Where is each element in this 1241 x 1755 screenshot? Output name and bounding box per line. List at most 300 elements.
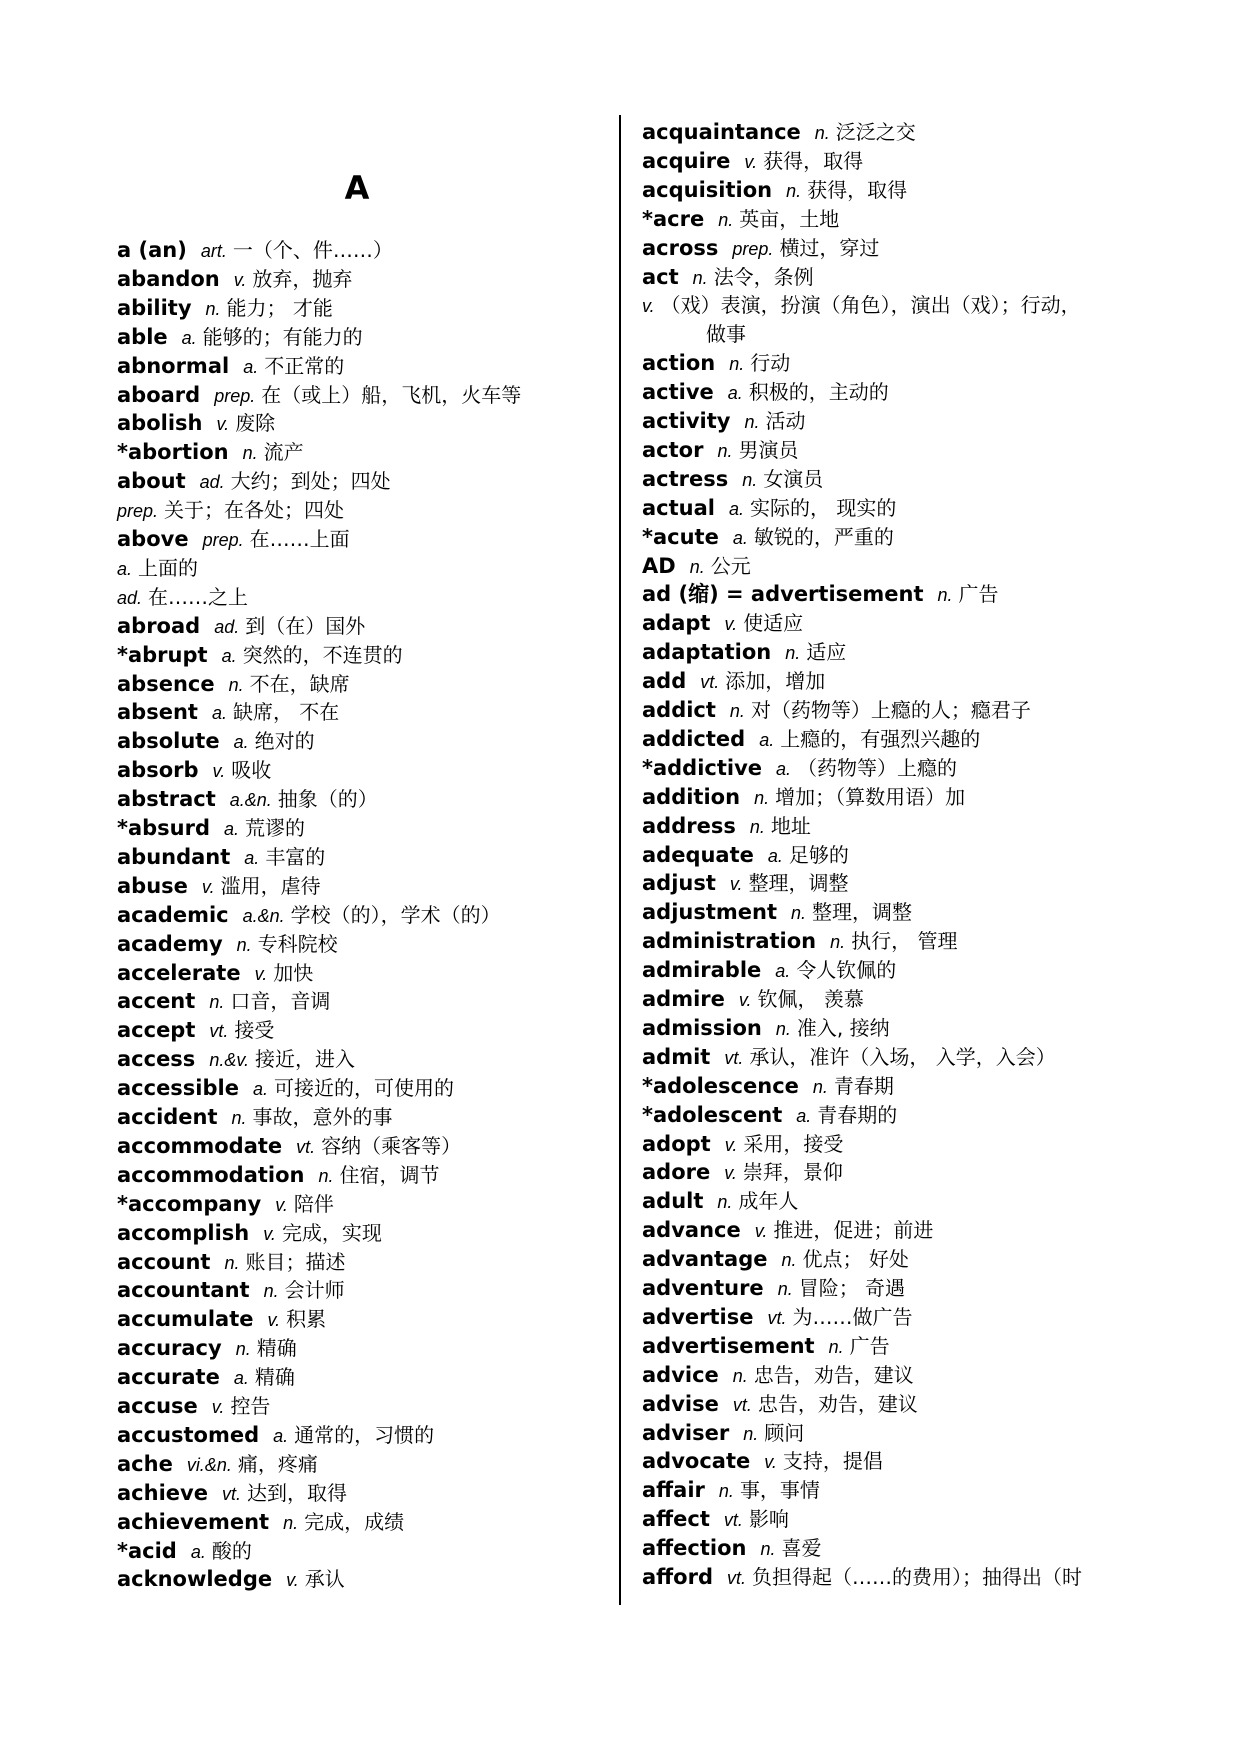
entry-meaning: 精确 bbox=[254, 1365, 295, 1390]
vocab-entry bbox=[642, 667, 825, 696]
entry-meaning: 忠告，劝告，建议 bbox=[757, 1391, 918, 1416]
entry-part-of-speech: v. bbox=[216, 414, 230, 435]
entry-word: across bbox=[642, 235, 719, 260]
entry-meaning: 地址 bbox=[770, 813, 811, 838]
entry-part-of-speech: a. bbox=[728, 498, 744, 519]
entry-meaning: 住宿，调节 bbox=[339, 1162, 440, 1187]
vocab-entry bbox=[117, 1450, 318, 1479]
entry-part-of-speech: n. bbox=[791, 903, 807, 924]
vocab-entry bbox=[642, 291, 1081, 320]
entry-word: accessible bbox=[117, 1076, 239, 1101]
entry-word: abroad bbox=[117, 613, 201, 638]
vocab-entry bbox=[642, 1187, 798, 1216]
entry-part-of-speech: v. bbox=[738, 990, 752, 1010]
vocab-entry bbox=[117, 641, 403, 670]
entry-word: ad (缩) = advertisement bbox=[642, 582, 924, 607]
entry-meaning: 陪伴 bbox=[293, 1191, 334, 1216]
entry-word: account bbox=[117, 1249, 211, 1274]
entry-part-of-speech: n. bbox=[781, 1250, 797, 1271]
entry-part-of-speech: a. bbox=[732, 527, 748, 548]
entry-word: absolute bbox=[117, 729, 220, 754]
vocab-entry bbox=[117, 814, 305, 843]
vocab-entry bbox=[642, 147, 863, 176]
entry-part-of-speech: v. bbox=[724, 1163, 737, 1184]
entry-part-of-speech: n. bbox=[812, 1076, 828, 1097]
vocab-entry bbox=[117, 1392, 270, 1421]
entry-part-of-speech: v. bbox=[212, 761, 226, 782]
entry-word: accelerate bbox=[117, 960, 241, 985]
entry-word: above bbox=[117, 527, 189, 551]
entry-part-of-speech: vt. bbox=[767, 1307, 787, 1328]
entry-meaning: 放弃，抛弃 bbox=[252, 266, 353, 291]
entry-meaning: 到（在）国外 bbox=[245, 613, 366, 638]
entry-meaning: 行动 bbox=[750, 351, 791, 376]
entry-word: advise bbox=[642, 1391, 719, 1416]
entry-word: accept bbox=[117, 1018, 196, 1043]
vocab-entry bbox=[642, 523, 894, 552]
entry-part-of-speech: prep. bbox=[732, 238, 774, 259]
vocab-entry bbox=[117, 1421, 434, 1450]
entry-meaning: 为……做广告 bbox=[792, 1304, 913, 1329]
entry-meaning: 使适应 bbox=[743, 611, 804, 636]
vocab-entry bbox=[117, 294, 333, 323]
entry-meaning: 能够的；有能力的 bbox=[202, 324, 363, 349]
entry-word: *absurd bbox=[117, 816, 211, 840]
entry-meaning: 抽象（的） bbox=[277, 787, 378, 812]
entry-part-of-speech: n. bbox=[689, 556, 705, 577]
entry-meaning: 喜爱 bbox=[781, 1536, 822, 1561]
vocab-entry bbox=[117, 930, 338, 959]
entry-part-of-speech: vt. bbox=[723, 1510, 743, 1531]
vocab-entry bbox=[117, 1219, 382, 1248]
entry-word: adventure bbox=[642, 1276, 764, 1300]
entry-part-of-speech: n. bbox=[231, 1108, 247, 1128]
entry-part-of-speech: a. bbox=[224, 819, 240, 839]
entry-part-of-speech: v. bbox=[201, 876, 215, 897]
entry-part-of-speech: n. bbox=[742, 469, 758, 490]
entry-word: accommodate bbox=[117, 1133, 283, 1158]
entry-part-of-speech: vt. bbox=[700, 672, 720, 693]
entry-meaning: 丰富的 bbox=[265, 844, 326, 869]
vocab-entry bbox=[642, 1505, 789, 1534]
entry-part-of-speech: n. bbox=[717, 1192, 733, 1213]
vocab-entry bbox=[117, 1103, 393, 1132]
entry-part-of-speech: a. bbox=[233, 732, 249, 753]
entry-meaning: 上瘾的，有强烈兴趣的 bbox=[780, 726, 981, 751]
entry-word: admirable bbox=[642, 958, 762, 983]
entry-meaning: 获得，取得 bbox=[807, 177, 908, 202]
entry-part-of-speech: vt. bbox=[727, 1568, 747, 1588]
entry-word: achievement bbox=[117, 1509, 270, 1534]
entry-part-of-speech: v. bbox=[275, 1194, 288, 1215]
vocab-entry bbox=[642, 812, 811, 841]
entry-part-of-speech: a. bbox=[775, 961, 791, 982]
vocab-entry bbox=[642, 609, 803, 638]
entry-word: activity bbox=[642, 409, 731, 433]
vocab-entry bbox=[642, 1158, 843, 1187]
entry-meaning: 准入, 接纳 bbox=[796, 1015, 890, 1040]
vocab-entry bbox=[642, 841, 849, 870]
entry-meaning: 钦佩， 羡慕 bbox=[757, 987, 864, 1011]
entry-part-of-speech: a. bbox=[190, 1541, 206, 1562]
entry-part-of-speech: a. bbox=[243, 356, 259, 377]
vocab-entry bbox=[642, 696, 1031, 725]
entry-word: advice bbox=[642, 1362, 719, 1387]
entry-part-of-speech: v. bbox=[724, 1134, 738, 1155]
entry-part-of-speech: n. bbox=[236, 934, 252, 955]
entry-meaning: 完成，成绩 bbox=[304, 1509, 405, 1534]
entry-part-of-speech: a. bbox=[796, 1105, 812, 1126]
entry-meaning: 法令，条例 bbox=[713, 264, 814, 289]
entry-meaning: 可接近的，可使用的 bbox=[274, 1076, 454, 1101]
entry-part-of-speech: v. bbox=[642, 296, 655, 317]
entry-meaning: 增加；（算数用语）加 bbox=[775, 784, 966, 809]
entry-part-of-speech: vt. bbox=[221, 1483, 241, 1504]
entry-part-of-speech: ad. bbox=[199, 472, 225, 493]
entry-part-of-speech: n. bbox=[754, 787, 770, 808]
vocab-entry bbox=[117, 409, 275, 438]
entry-meaning: 敏锐的，严重的 bbox=[753, 524, 894, 549]
vocab-entry bbox=[642, 320, 746, 349]
vocab-entry bbox=[117, 1363, 295, 1392]
entry-part-of-speech: n. bbox=[718, 1481, 734, 1502]
column-divider bbox=[619, 115, 621, 1605]
vocab-entry bbox=[642, 205, 839, 234]
entry-meaning: 关于；在各处；四处 bbox=[164, 498, 345, 523]
vocab-entry bbox=[117, 785, 378, 814]
entry-part-of-speech: n. bbox=[830, 932, 846, 953]
vocab-entry bbox=[642, 1130, 843, 1159]
entry-part-of-speech: vi.&n. bbox=[186, 1454, 232, 1475]
entry-part-of-speech: n. bbox=[692, 267, 708, 288]
entry-meaning: 在（或上）船，飞机，火车等 bbox=[261, 382, 522, 407]
entry-meaning: 实际的， 现实的 bbox=[750, 495, 897, 520]
entry-meaning: 负担得起（……的费用）；抽得出（时 bbox=[752, 1565, 1083, 1589]
entry-meaning: 忠告，劝告，建议 bbox=[753, 1362, 914, 1387]
vocab-entry bbox=[642, 638, 846, 667]
entry-word: adapt bbox=[642, 611, 711, 636]
entry-meaning: 足够的 bbox=[788, 842, 849, 867]
entry-meaning: 英亩，土地 bbox=[739, 206, 840, 231]
entry-part-of-speech: a. bbox=[759, 729, 775, 750]
entry-word: active bbox=[642, 380, 714, 405]
vocab-entry bbox=[642, 1101, 897, 1130]
entry-meaning: 公元 bbox=[710, 553, 751, 578]
entry-meaning: 控告 bbox=[230, 1394, 271, 1418]
vocab-entry bbox=[117, 1161, 440, 1190]
vocab-entry bbox=[117, 525, 350, 554]
entry-meaning: 在……上面 bbox=[249, 527, 350, 551]
entry-meaning: 整理，调整 bbox=[812, 900, 913, 925]
entry-word: *accompany bbox=[117, 1191, 262, 1216]
entry-meaning: 废除 bbox=[235, 411, 276, 436]
vocab-entry bbox=[642, 1361, 914, 1390]
entry-word: actor bbox=[642, 437, 704, 462]
vocab-entry bbox=[117, 1016, 274, 1045]
vocab-entry bbox=[117, 1132, 461, 1161]
entry-meaning: 广告 bbox=[958, 582, 999, 607]
entry-meaning: 顾问 bbox=[764, 1420, 805, 1445]
entry-meaning: 绝对的 bbox=[254, 729, 315, 754]
entry-meaning: 获得，取得 bbox=[763, 148, 864, 173]
vocab-entry bbox=[642, 176, 907, 205]
vocab-entry bbox=[117, 987, 330, 1016]
entry-meaning: （药物等）上瘾的 bbox=[797, 755, 958, 780]
entry-meaning: 积极的，主动的 bbox=[748, 380, 889, 405]
vocab-entry bbox=[117, 901, 501, 930]
entry-part-of-speech: vt. bbox=[296, 1136, 316, 1157]
entry-meaning: 达到，取得 bbox=[246, 1480, 347, 1505]
vocab-entry bbox=[642, 1245, 909, 1274]
entry-word: abundant bbox=[117, 844, 231, 869]
entry-meaning: 令人钦佩的 bbox=[796, 958, 897, 983]
entry-meaning: 大约；到处；四处 bbox=[230, 469, 391, 494]
vocab-entry bbox=[642, 349, 790, 378]
entry-word: *acre bbox=[642, 206, 705, 231]
entry-part-of-speech: n. bbox=[228, 674, 244, 695]
vocab-entry bbox=[117, 1074, 454, 1103]
entry-word: addicted bbox=[642, 726, 746, 751]
entry-word: admit bbox=[642, 1044, 711, 1069]
entry-word: *abortion bbox=[117, 440, 229, 465]
entry-meaning: 突然的，不连贯的 bbox=[242, 642, 403, 667]
entry-meaning: 不正常的 bbox=[264, 353, 345, 378]
entry-meaning: 积累 bbox=[286, 1307, 327, 1332]
vocab-entry bbox=[642, 465, 823, 494]
vocab-entry bbox=[642, 1563, 1082, 1592]
entry-meaning: 采用，接受 bbox=[743, 1131, 844, 1156]
entry-meaning: 冒险； 奇遇 bbox=[798, 1276, 906, 1300]
entry-part-of-speech: n. bbox=[235, 1339, 251, 1360]
entry-part-of-speech: vt. bbox=[732, 1394, 752, 1415]
entry-word: abnormal bbox=[117, 353, 230, 378]
entry-word: accent bbox=[117, 989, 196, 1014]
entry-word: administration bbox=[642, 929, 817, 954]
entry-meaning: 不在，缺席 bbox=[249, 671, 350, 696]
entry-part-of-speech: n. bbox=[242, 443, 258, 464]
entry-meaning: 专科院校 bbox=[257, 931, 338, 956]
entry-part-of-speech: a. bbox=[221, 645, 237, 666]
vocab-entry bbox=[642, 1274, 905, 1303]
vocab-entry bbox=[117, 670, 350, 699]
entry-meaning: 在……之上 bbox=[148, 584, 249, 609]
entry-meaning: 事，事情 bbox=[739, 1478, 820, 1503]
entry-word: adjustment bbox=[642, 900, 778, 925]
entry-meaning: 男演员 bbox=[738, 437, 799, 462]
entry-word: accountant bbox=[117, 1278, 250, 1303]
vocab-entry bbox=[117, 727, 315, 756]
vocab-entry bbox=[642, 1390, 918, 1419]
entry-word: adequate bbox=[642, 842, 754, 867]
entry-word: *addictive bbox=[642, 755, 763, 780]
entry-part-of-speech: v. bbox=[233, 269, 247, 290]
vocab-entry bbox=[117, 323, 363, 352]
entry-word: actress bbox=[642, 466, 729, 491]
entry-part-of-speech: n. bbox=[785, 643, 801, 664]
entry-part-of-speech: prep. bbox=[214, 385, 256, 406]
vocab-entry bbox=[642, 985, 864, 1014]
entry-part-of-speech: vt. bbox=[724, 1047, 744, 1068]
entry-part-of-speech: ad. bbox=[214, 616, 240, 637]
vocab-entry bbox=[642, 1303, 913, 1332]
entry-part-of-speech: v. bbox=[211, 1397, 225, 1417]
entry-meaning: 缺席， 不在 bbox=[232, 700, 340, 725]
entry-word: affair bbox=[642, 1478, 705, 1503]
entry-word: access bbox=[117, 1047, 196, 1072]
entry-part-of-speech: n. bbox=[263, 1281, 279, 1302]
entry-word: accumulate bbox=[117, 1307, 254, 1332]
entry-part-of-speech: v. bbox=[254, 963, 268, 984]
entry-meaning: 影响 bbox=[748, 1507, 789, 1532]
entry-word: actual bbox=[642, 495, 715, 520]
entry-word: adopt bbox=[642, 1131, 711, 1156]
entry-part-of-speech: prep. bbox=[202, 530, 244, 550]
entry-part-of-speech: a.&n. bbox=[229, 790, 272, 811]
vocab-entry bbox=[642, 263, 814, 292]
entry-meaning: 优点； 好处 bbox=[802, 1247, 909, 1272]
entry-word: about bbox=[117, 469, 186, 494]
vocab-entry bbox=[117, 1565, 345, 1594]
vocab-entry bbox=[117, 467, 391, 496]
entry-meaning: 接受 bbox=[234, 1018, 275, 1043]
vocab-entry bbox=[117, 1248, 345, 1277]
entry-part-of-speech: n. bbox=[828, 1336, 844, 1357]
entry-part-of-speech: v. bbox=[724, 614, 738, 635]
entry-meaning: 加快 bbox=[273, 960, 314, 985]
vocab-entry bbox=[117, 1334, 297, 1363]
entry-meaning: 对（药物等）上瘾的人；瘾君子 bbox=[750, 698, 1031, 722]
vocab-entry bbox=[117, 843, 325, 872]
vocab-entry bbox=[117, 265, 352, 294]
entry-part-of-speech: v. bbox=[263, 1223, 276, 1244]
entry-word: abandon bbox=[117, 266, 220, 291]
vocab-entry bbox=[642, 1043, 1056, 1072]
entry-meaning: 账目；描述 bbox=[245, 1249, 346, 1274]
entry-part-of-speech: v. bbox=[267, 1310, 281, 1331]
entry-meaning: 容纳（乘客等） bbox=[321, 1133, 462, 1158]
entry-meaning: 学校（的），学术（的） bbox=[290, 902, 501, 927]
entry-word: *abrupt bbox=[117, 642, 208, 667]
entry-part-of-speech: n. bbox=[318, 1165, 334, 1186]
entry-part-of-speech: vt. bbox=[209, 1021, 229, 1042]
entry-word: advertisement bbox=[642, 1333, 815, 1358]
entry-meaning: 口音，音调 bbox=[230, 989, 331, 1014]
entry-meaning: 广告 bbox=[849, 1333, 890, 1358]
entry-part-of-speech: n. bbox=[729, 701, 745, 721]
entry-word: acknowledge bbox=[117, 1567, 273, 1592]
vocab-entry bbox=[117, 438, 304, 467]
entry-part-of-speech: n. bbox=[760, 1539, 776, 1560]
entry-meaning: （戏）表演，扮演（角色），演出（戏）；行动， bbox=[660, 293, 1081, 318]
entry-part-of-speech: n. bbox=[732, 1365, 748, 1386]
entry-word: academic bbox=[117, 902, 229, 927]
entry-meaning: 崇拜，景仰 bbox=[742, 1160, 843, 1185]
entry-word: acquisition bbox=[642, 177, 773, 202]
vocab-entry bbox=[117, 1045, 355, 1074]
entry-word: advertise bbox=[642, 1304, 754, 1329]
entry-word: a (an) bbox=[117, 238, 187, 262]
entry-meaning: 荒谬的 bbox=[245, 816, 306, 840]
entry-part-of-speech: a. bbox=[233, 1368, 249, 1389]
entry-word: accommodation bbox=[117, 1162, 305, 1187]
entry-word: afford bbox=[642, 1565, 713, 1589]
entry-meaning: 横过，穿过 bbox=[779, 235, 880, 260]
vocab-entry bbox=[642, 494, 896, 523]
entry-word: achieve bbox=[117, 1480, 208, 1505]
entry-meaning: 青春期的 bbox=[817, 1102, 898, 1127]
entry-word: adjust bbox=[642, 871, 716, 896]
entry-part-of-speech: v. bbox=[286, 1570, 299, 1591]
entry-meaning: 一（个、件……） bbox=[232, 238, 393, 262]
vocab-entry bbox=[642, 407, 806, 436]
entry-word: admission bbox=[642, 1015, 762, 1040]
vocab-entry bbox=[642, 552, 751, 581]
entry-part-of-speech: n. bbox=[224, 1252, 240, 1273]
entry-meaning: 整理，调整 bbox=[748, 871, 849, 896]
entry-word: AD bbox=[642, 553, 676, 578]
entry-part-of-speech: n. bbox=[205, 298, 221, 319]
vocab-entry bbox=[642, 1332, 890, 1361]
entry-part-of-speech: n. bbox=[743, 1423, 759, 1444]
vocab-entry bbox=[117, 1537, 252, 1566]
entry-part-of-speech: v. bbox=[764, 1452, 777, 1473]
entry-meaning: 添加，增加 bbox=[725, 669, 826, 694]
entry-meaning: 推进，促进；前进 bbox=[773, 1218, 934, 1243]
entry-meaning: 完成，实现 bbox=[281, 1220, 382, 1245]
vocab-entry bbox=[642, 754, 957, 783]
entry-word: absent bbox=[117, 700, 198, 725]
vocab-entry bbox=[642, 436, 798, 465]
vocab-entry bbox=[642, 927, 958, 956]
entry-meaning: 泛泛之交 bbox=[835, 120, 916, 144]
entry-meaning: 女演员 bbox=[763, 466, 824, 491]
entry-meaning: 承认 bbox=[304, 1567, 345, 1592]
vocab-entry bbox=[117, 756, 271, 785]
entry-word: address bbox=[642, 813, 736, 838]
entry-word: act bbox=[642, 264, 679, 289]
vocab-entry bbox=[117, 236, 393, 265]
vocab-entry bbox=[642, 118, 916, 147]
entry-part-of-speech: v. bbox=[744, 151, 758, 172]
entry-part-of-speech: a. bbox=[211, 703, 227, 724]
entry-word: abstract bbox=[117, 787, 216, 812]
entry-word: accomplish bbox=[117, 1220, 250, 1245]
entry-word: ability bbox=[117, 295, 192, 320]
vocab-entry bbox=[117, 583, 248, 612]
entry-part-of-speech: n. bbox=[749, 816, 765, 837]
vocab-entry bbox=[642, 1014, 890, 1043]
entry-meaning: 痛，疼痛 bbox=[237, 1451, 318, 1476]
entry-word: accuracy bbox=[117, 1336, 222, 1361]
vocab-entry bbox=[642, 1447, 883, 1476]
vocab-entry bbox=[642, 898, 912, 927]
entry-part-of-speech: n. bbox=[937, 585, 953, 606]
entry-part-of-speech: n. bbox=[283, 1512, 299, 1533]
entry-meaning: 流产 bbox=[263, 440, 304, 465]
entry-word: *adolescent bbox=[642, 1102, 783, 1127]
entry-meaning: 做事 bbox=[706, 322, 746, 347]
vocab-entry bbox=[642, 783, 965, 812]
entry-word: accurate bbox=[117, 1365, 220, 1390]
entry-part-of-speech: ad. bbox=[117, 587, 143, 608]
entry-meaning: 执行， 管理 bbox=[851, 929, 958, 954]
vocab-entry bbox=[117, 612, 365, 641]
entry-part-of-speech: a. bbox=[273, 1425, 289, 1446]
entry-word: accident bbox=[117, 1105, 218, 1129]
entry-word: *adolescence bbox=[642, 1073, 799, 1098]
entry-part-of-speech: n. bbox=[718, 209, 734, 230]
entry-word: addition bbox=[642, 784, 741, 809]
